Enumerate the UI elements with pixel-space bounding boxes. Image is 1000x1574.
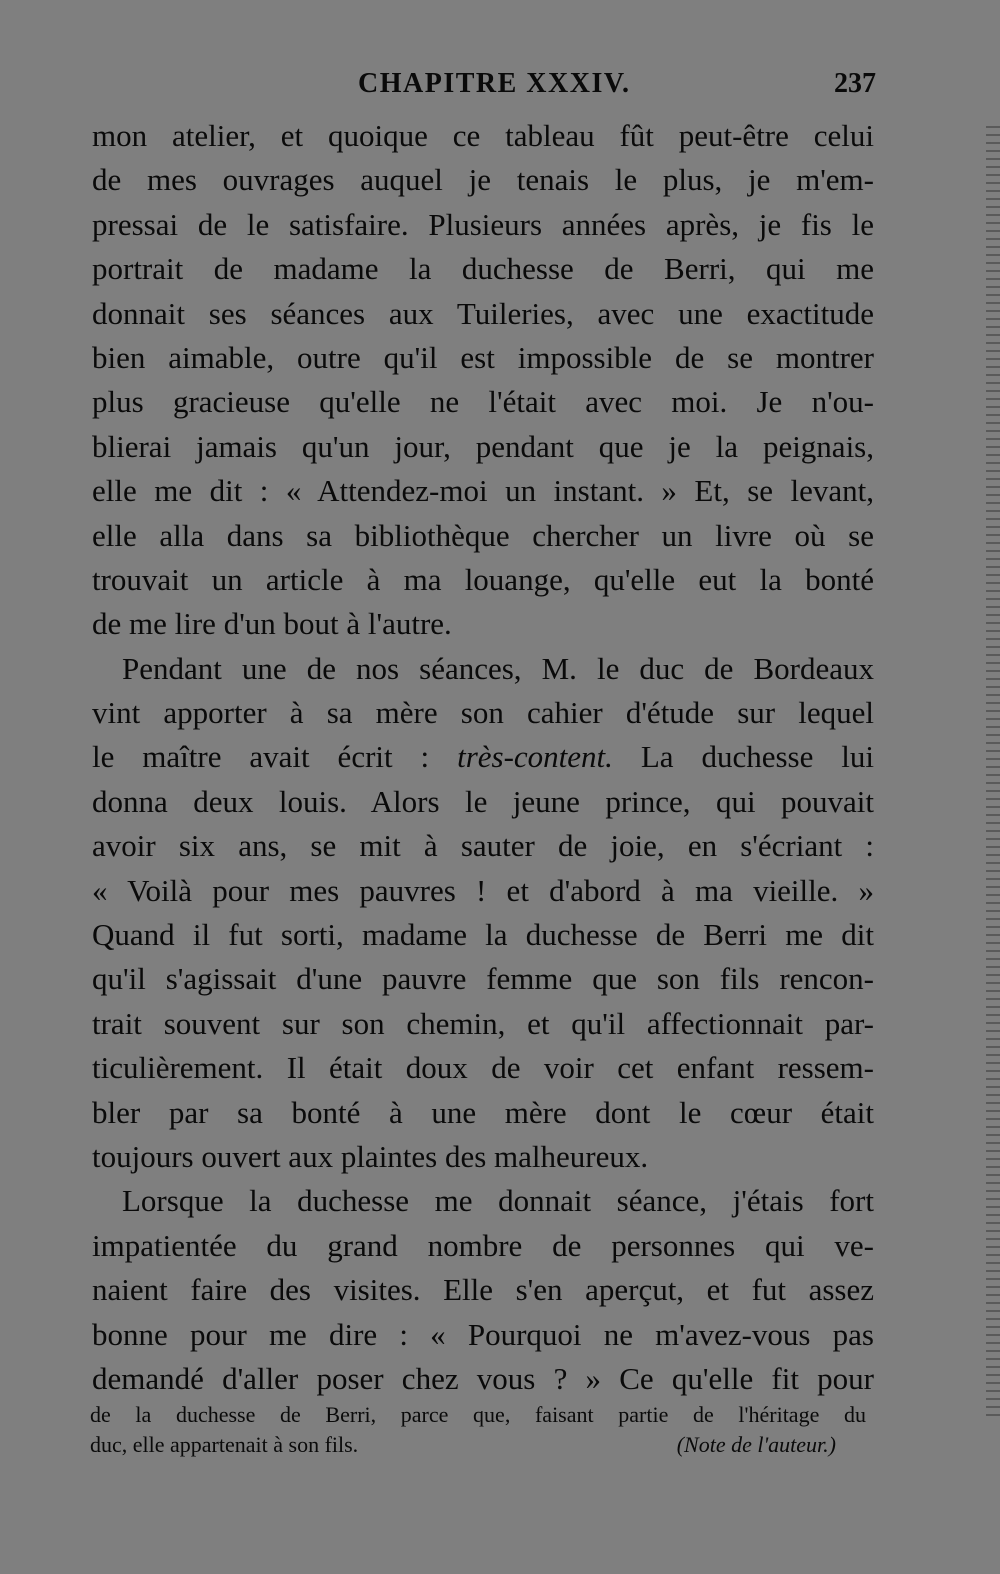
footnote-attribution: (Note de l'auteur.) <box>676 1432 836 1457</box>
text-line: impatientée du grand nombre de personnes qui ve- <box>92 1227 874 1263</box>
text-line: ticulièrement. Il était doux de voir cet enfant ressem- <box>92 1050 874 1086</box>
footnote-line: de la duchesse de Berri, parce que, faisant partie de l'héritage du <box>90 1402 866 1427</box>
text-line: blierai jamais qu'un jour, pendant que je la peignais, <box>92 428 874 464</box>
text-line: mon atelier, et quoique ce tableau fût peut-être celui <box>92 118 874 153</box>
text-line: Lorsque la duchesse me donnait séance, j'étais fort <box>122 1183 874 1219</box>
chapter-title: CHAPITRE XXXIV. <box>358 68 631 99</box>
text-line: demandé d'aller poser chez vous ? » Ce qu'elle fit pour <box>92 1360 874 1396</box>
footnote-text: duc, elle appartenait à son fils. <box>90 1432 359 1457</box>
text-line: naient faire des visites. Elle s'en aperçut, et fut assez <box>92 1272 874 1308</box>
text-line: trait souvent sur son chemin, et qu'il affectionnait par- <box>92 1005 874 1041</box>
footnote-line <box>90 1430 866 1460</box>
text-line: plus gracieuse qu'elle ne l'était avec moi. Je n'ou- <box>92 384 874 420</box>
running-head <box>90 68 876 108</box>
text-line: donnait ses séances aux Tuileries, avec une exactitude <box>92 295 874 331</box>
text-line-with-italic <box>92 735 874 779</box>
text-line: portrait de madame la duchesse de Berri, qui me <box>92 251 874 287</box>
text-line: « Voilà pour mes pauvres ! et d'abord à ma vieille. » <box>92 872 874 908</box>
text-line: bien aimable, outre qu'il est impossible de se montrer <box>92 339 874 375</box>
text-line: trouvait un article à ma louange, qu'elle eut la bonté <box>92 561 874 597</box>
text-line: de me lire d'un bout à l'autre. <box>92 606 452 642</box>
text-line: qu'il s'agissait d'une pauvre femme que son fils rencon- <box>92 961 874 997</box>
text-line: Pendant une de nos séances, M. le duc de Bordeaux <box>122 650 874 686</box>
italic-quote: très-content. <box>457 739 613 775</box>
text-segment: le maître avait écrit : <box>92 739 430 775</box>
text-line: bler par sa bonté à une mère dont le cœur était <box>92 1094 874 1130</box>
text-line: elle alla dans sa bibliothèque chercher un livre où se <box>92 517 874 553</box>
text-line: toujours ouvert aux plaintes des malheureux. <box>92 1138 649 1174</box>
text-line: donna deux louis. Alors le jeune prince, qui pouvait <box>92 783 874 819</box>
body-text <box>92 114 874 1401</box>
text-line: de mes ouvrages auquel je tenais le plus, je m'em- <box>92 162 874 198</box>
text-line: pressai de le satisfaire. Plusieurs années après, je fis le <box>92 206 874 242</box>
page-number: 237 <box>834 68 876 99</box>
text-line: elle me dit : « Attendez-moi un instant. » Et, se levant, <box>92 473 874 509</box>
text-line: Quand il fut sorti, madame la duchesse de Berri me dit <box>92 917 874 953</box>
text-line: vint apporter à sa mère son cahier d'étude sur lequel <box>92 695 874 731</box>
text-line: avoir six ans, se mit à sauter de joie, en s'écriant : <box>92 828 874 864</box>
scan-edge-artifact <box>986 120 1000 1420</box>
footnote <box>90 1400 866 1460</box>
text-segment: La duchesse lui <box>640 739 874 775</box>
text-line: bonne pour me dire : « Pourquoi ne m'avez-vous pas <box>92 1316 874 1352</box>
